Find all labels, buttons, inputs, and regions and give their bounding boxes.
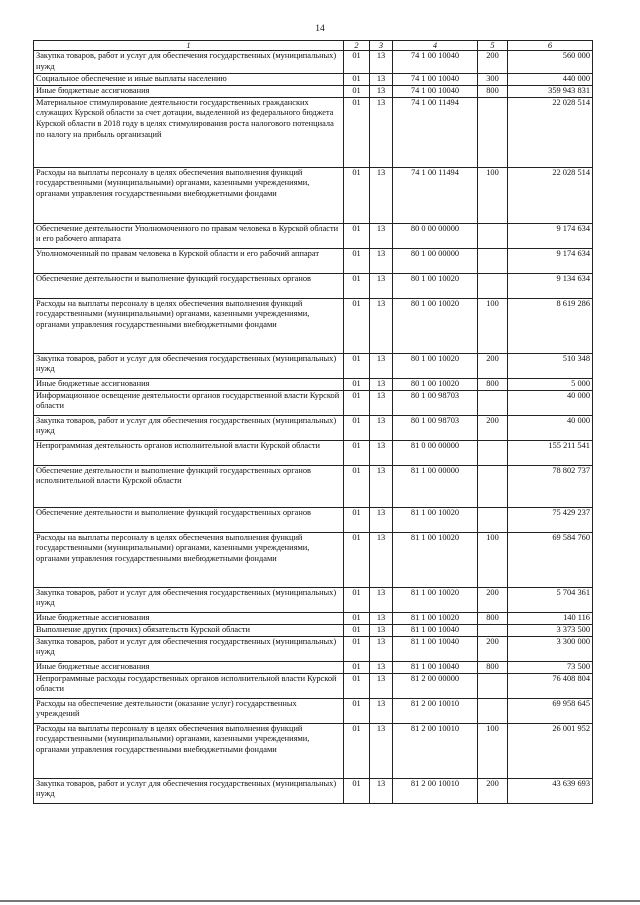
target-article-code: 74 1 00 11494 bbox=[393, 97, 478, 167]
item-name: Расходы на выплаты персоналу в целях обеспечения выполнения функций государственными (муниципальными) органами, казенными учреждениями, органами управления государственными внебюджетными фондами bbox=[34, 532, 344, 587]
table-row bbox=[34, 273, 593, 298]
amount: 510 348 bbox=[508, 353, 593, 378]
section-code: 01 bbox=[344, 353, 370, 378]
table-row bbox=[34, 353, 593, 378]
subsection-code: 13 bbox=[370, 673, 393, 698]
expense-type-code: 800 bbox=[478, 85, 508, 97]
amount: 3 373 500 bbox=[508, 624, 593, 636]
amount: 78 802 737 bbox=[508, 465, 593, 507]
amount: 69 958 645 bbox=[508, 698, 593, 723]
item-name: Материальное стимулирование деятельности государственных гражданских служащих Курской области за счет дотации, выделенной из федерального бюджета Курской области в 2018 году в целях стимулирования роста налогового потенциала по налогу на прибыль организаций bbox=[34, 97, 344, 167]
col-header-1: 1 bbox=[34, 41, 344, 51]
table-row bbox=[34, 532, 593, 587]
amount: 43 639 693 bbox=[508, 778, 593, 803]
item-name: Расходы на выплаты персоналу в целях обеспечения выполнения функций государственными (муниципальными) органами, казенными учреждениями, органами управления государственными внебюджетными фондами bbox=[34, 167, 344, 223]
subsection-code: 13 bbox=[370, 532, 393, 587]
expense-type-code: 200 bbox=[478, 587, 508, 612]
item-name: Расходы на обеспечение деятельности (оказание услуг) государственных учреждений bbox=[34, 698, 344, 723]
subsection-code: 13 bbox=[370, 465, 393, 507]
subsection-code: 13 bbox=[370, 248, 393, 273]
table-row bbox=[34, 507, 593, 532]
target-article-code: 74 1 00 11494 bbox=[393, 167, 478, 223]
subsection-code: 13 bbox=[370, 273, 393, 298]
target-article-code: 81 0 00 00000 bbox=[393, 440, 478, 465]
table-row bbox=[34, 465, 593, 507]
amount: 73 500 bbox=[508, 661, 593, 673]
section-code: 01 bbox=[344, 465, 370, 507]
section-code: 01 bbox=[344, 73, 370, 85]
amount: 40 000 bbox=[508, 415, 593, 440]
target-article-code: 81 1 00 10040 bbox=[393, 661, 478, 673]
table-row bbox=[34, 612, 593, 624]
item-name: Информационное освещение деятельности органов государственной власти Курской области bbox=[34, 390, 344, 415]
table-row bbox=[34, 673, 593, 698]
amount: 155 211 541 bbox=[508, 440, 593, 465]
expense-type-code bbox=[478, 223, 508, 248]
section-code: 01 bbox=[344, 661, 370, 673]
amount: 560 000 bbox=[508, 51, 593, 74]
amount: 3 300 000 bbox=[508, 636, 593, 661]
target-article-code: 81 1 00 10040 bbox=[393, 636, 478, 661]
expense-type-code: 100 bbox=[478, 167, 508, 223]
subsection-code: 13 bbox=[370, 440, 393, 465]
section-code: 01 bbox=[344, 273, 370, 298]
subsection-code: 13 bbox=[370, 624, 393, 636]
table-row bbox=[34, 723, 593, 778]
item-name: Закупка товаров, работ и услуг для обеспечения государственных (муниципальных) нужд bbox=[34, 587, 344, 612]
table-row bbox=[34, 415, 593, 440]
expense-type-code bbox=[478, 507, 508, 532]
section-code: 01 bbox=[344, 223, 370, 248]
item-name: Обеспечение деятельности и выполнение функций государственных органов bbox=[34, 273, 344, 298]
page-number: 14 bbox=[315, 24, 325, 34]
target-article-code: 81 1 00 10020 bbox=[393, 612, 478, 624]
item-name: Закупка товаров, работ и услуг для обеспечения государственных (муниципальных) нужд bbox=[34, 415, 344, 440]
target-article-code: 74 1 00 10040 bbox=[393, 85, 478, 97]
subsection-code: 13 bbox=[370, 167, 393, 223]
table-row bbox=[34, 73, 593, 85]
section-code: 01 bbox=[344, 624, 370, 636]
expense-type-code bbox=[478, 465, 508, 507]
item-name: Обеспечение деятельности Уполномоченного по правам человека в Курской области и его рабочего аппарата bbox=[34, 223, 344, 248]
section-code: 01 bbox=[344, 723, 370, 778]
subsection-code: 13 bbox=[370, 353, 393, 378]
target-article-code: 81 2 00 10010 bbox=[393, 698, 478, 723]
target-article-code: 81 1 00 10040 bbox=[393, 624, 478, 636]
table-row bbox=[34, 85, 593, 97]
subsection-code: 13 bbox=[370, 378, 393, 390]
amount: 40 000 bbox=[508, 390, 593, 415]
target-article-code: 74 1 00 10040 bbox=[393, 73, 478, 85]
subsection-code: 13 bbox=[370, 636, 393, 661]
table-row bbox=[34, 51, 593, 74]
table-body bbox=[34, 51, 593, 804]
target-article-code: 81 2 00 10010 bbox=[393, 723, 478, 778]
section-code: 01 bbox=[344, 85, 370, 97]
target-article-code: 80 1 00 98703 bbox=[393, 390, 478, 415]
amount: 8 619 286 bbox=[508, 298, 593, 353]
header-row bbox=[34, 41, 593, 51]
table-row bbox=[34, 223, 593, 248]
item-name: Расходы на выплаты персоналу в целях обеспечения выполнения функций государственными (муниципальными) органами, казенными учреждениями, органами управления государственными внебюджетными фондами bbox=[34, 723, 344, 778]
subsection-code: 13 bbox=[370, 415, 393, 440]
expense-type-code bbox=[478, 97, 508, 167]
item-name: Уполномоченный по правам человека в Курской области и его рабочий аппарат bbox=[34, 248, 344, 273]
section-code: 01 bbox=[344, 612, 370, 624]
amount: 5 000 bbox=[508, 378, 593, 390]
expense-type-code bbox=[478, 390, 508, 415]
target-article-code: 81 1 00 00000 bbox=[393, 465, 478, 507]
amount: 22 028 514 bbox=[508, 97, 593, 167]
table-row bbox=[34, 390, 593, 415]
target-article-code: 80 1 00 10020 bbox=[393, 378, 478, 390]
section-code: 01 bbox=[344, 636, 370, 661]
target-article-code: 81 1 00 10020 bbox=[393, 587, 478, 612]
subsection-code: 13 bbox=[370, 698, 393, 723]
expense-type-code bbox=[478, 698, 508, 723]
amount: 26 001 952 bbox=[508, 723, 593, 778]
expense-type-code: 800 bbox=[478, 378, 508, 390]
subsection-code: 13 bbox=[370, 390, 393, 415]
item-name: Закупка товаров, работ и услуг для обеспечения государственных (муниципальных) нужд bbox=[34, 778, 344, 803]
subsection-code: 13 bbox=[370, 587, 393, 612]
subsection-code: 13 bbox=[370, 298, 393, 353]
subsection-code: 13 bbox=[370, 97, 393, 167]
section-code: 01 bbox=[344, 390, 370, 415]
item-name: Выполнение других (прочих) обязательств Курской области bbox=[34, 624, 344, 636]
section-code: 01 bbox=[344, 698, 370, 723]
target-article-code: 80 1 00 98703 bbox=[393, 415, 478, 440]
table-row bbox=[34, 97, 593, 167]
section-code: 01 bbox=[344, 415, 370, 440]
subsection-code: 13 bbox=[370, 778, 393, 803]
expense-type-code bbox=[478, 673, 508, 698]
expense-type-code: 100 bbox=[478, 723, 508, 778]
expense-type-code: 300 bbox=[478, 73, 508, 85]
expense-type-code: 100 bbox=[478, 298, 508, 353]
target-article-code: 80 1 00 10020 bbox=[393, 273, 478, 298]
item-name: Обеспечение деятельности и выполнение функций государственных органов bbox=[34, 507, 344, 532]
expense-type-code: 200 bbox=[478, 353, 508, 378]
col-header-6: 6 bbox=[508, 41, 593, 51]
item-name: Непрограммные расходы государственных органов исполнительной власти Курской области bbox=[34, 673, 344, 698]
expense-type-code: 200 bbox=[478, 778, 508, 803]
section-code: 01 bbox=[344, 778, 370, 803]
expense-type-code: 200 bbox=[478, 636, 508, 661]
amount: 69 584 760 bbox=[508, 532, 593, 587]
subsection-code: 13 bbox=[370, 723, 393, 778]
expense-type-code: 100 bbox=[478, 532, 508, 587]
expense-type-code: 200 bbox=[478, 51, 508, 74]
section-code: 01 bbox=[344, 97, 370, 167]
subsection-code: 13 bbox=[370, 507, 393, 532]
table-row bbox=[34, 587, 593, 612]
item-name: Закупка товаров, работ и услуг для обеспечения государственных (муниципальных) нужд bbox=[34, 636, 344, 661]
subsection-code: 13 bbox=[370, 85, 393, 97]
item-name: Социальное обеспечение и иные выплаты населению bbox=[34, 73, 344, 85]
amount: 9 174 634 bbox=[508, 248, 593, 273]
table-row bbox=[34, 440, 593, 465]
section-code: 01 bbox=[344, 51, 370, 74]
section-code: 01 bbox=[344, 298, 370, 353]
expense-type-code: 200 bbox=[478, 415, 508, 440]
section-code: 01 bbox=[344, 507, 370, 532]
item-name: Обеспечение деятельности и выполнение функций государственных органов исполнительной власти Курской области bbox=[34, 465, 344, 507]
amount: 9 174 634 bbox=[508, 223, 593, 248]
amount: 76 408 804 bbox=[508, 673, 593, 698]
section-code: 01 bbox=[344, 532, 370, 587]
table-row bbox=[34, 624, 593, 636]
target-article-code: 80 0 00 00000 bbox=[393, 223, 478, 248]
amount: 140 116 bbox=[508, 612, 593, 624]
item-name: Иные бюджетные ассигнования bbox=[34, 661, 344, 673]
subsection-code: 13 bbox=[370, 661, 393, 673]
subsection-code: 13 bbox=[370, 223, 393, 248]
item-name: Иные бюджетные ассигнования bbox=[34, 85, 344, 97]
subsection-code: 13 bbox=[370, 612, 393, 624]
amount: 9 134 634 bbox=[508, 273, 593, 298]
expense-type-code bbox=[478, 624, 508, 636]
expense-type-code bbox=[478, 440, 508, 465]
section-code: 01 bbox=[344, 673, 370, 698]
target-article-code: 80 1 00 10020 bbox=[393, 298, 478, 353]
item-name: Расходы на выплаты персоналу в целях обеспечения выполнения функций государственными (муниципальными) органами, казенными учреждениями, органами управления государственными внебюджетными фондами bbox=[34, 298, 344, 353]
table-row bbox=[34, 698, 593, 723]
item-name: Иные бюджетные ассигнования bbox=[34, 612, 344, 624]
table-row bbox=[34, 378, 593, 390]
budget-table bbox=[33, 40, 593, 804]
col-header-3: 3 bbox=[370, 41, 393, 51]
item-name: Закупка товаров, работ и услуг для обеспечения государственных (муниципальных) нужд bbox=[34, 51, 344, 74]
target-article-code: 81 2 00 10010 bbox=[393, 778, 478, 803]
target-article-code: 81 1 00 10020 bbox=[393, 532, 478, 587]
target-article-code: 80 1 00 10020 bbox=[393, 353, 478, 378]
item-name: Непрограммная деятельность органов исполнительной власти Курской области bbox=[34, 440, 344, 465]
subsection-code: 13 bbox=[370, 51, 393, 74]
amount: 75 429 237 bbox=[508, 507, 593, 532]
section-code: 01 bbox=[344, 167, 370, 223]
target-article-code: 74 1 00 10040 bbox=[393, 51, 478, 74]
amount: 440 000 bbox=[508, 73, 593, 85]
col-header-5: 5 bbox=[478, 41, 508, 51]
expense-type-code bbox=[478, 273, 508, 298]
expense-type-code: 800 bbox=[478, 661, 508, 673]
expense-type-code: 800 bbox=[478, 612, 508, 624]
item-name: Закупка товаров, работ и услуг для обеспечения государственных (муниципальных) нужд bbox=[34, 353, 344, 378]
table-row bbox=[34, 167, 593, 223]
target-article-code: 81 1 00 10020 bbox=[393, 507, 478, 532]
expense-type-code bbox=[478, 248, 508, 273]
table-row bbox=[34, 636, 593, 661]
col-header-2: 2 bbox=[344, 41, 370, 51]
table-row bbox=[34, 298, 593, 353]
page-bottom-edge bbox=[0, 900, 640, 902]
amount: 359 943 831 bbox=[508, 85, 593, 97]
table-row bbox=[34, 778, 593, 803]
table-row bbox=[34, 661, 593, 673]
target-article-code: 80 1 00 00000 bbox=[393, 248, 478, 273]
item-name: Иные бюджетные ассигнования bbox=[34, 378, 344, 390]
amount: 5 704 361 bbox=[508, 587, 593, 612]
section-code: 01 bbox=[344, 440, 370, 465]
target-article-code: 81 2 00 00000 bbox=[393, 673, 478, 698]
amount: 22 028 514 bbox=[508, 167, 593, 223]
section-code: 01 bbox=[344, 378, 370, 390]
subsection-code: 13 bbox=[370, 73, 393, 85]
section-code: 01 bbox=[344, 248, 370, 273]
section-code: 01 bbox=[344, 587, 370, 612]
col-header-4: 4 bbox=[393, 41, 478, 51]
table-row bbox=[34, 248, 593, 273]
